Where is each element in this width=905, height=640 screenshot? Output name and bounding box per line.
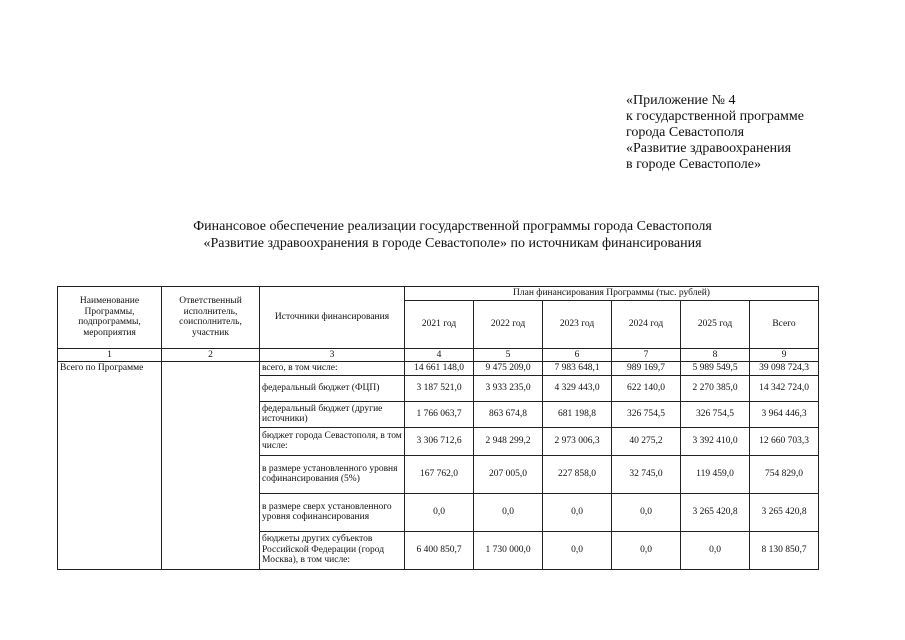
- value-cell: 681 198,8: [543, 401, 612, 427]
- value-cell: 3 306 712,6: [405, 427, 474, 455]
- value-cell: 7 983 648,1: [543, 362, 612, 376]
- program-name-cell: Всего по Программе: [58, 362, 162, 570]
- column-number: 8: [681, 348, 750, 362]
- value-cell: 754 829,0: [750, 455, 819, 493]
- title-line-1: Финансовое обеспечение реализации государственной программы города Севастополя: [193, 219, 712, 234]
- value-cell: 0,0: [405, 493, 474, 531]
- value-cell: 9 475 209,0: [474, 362, 543, 376]
- source-cell: в размере сверх установленного уровня софинансирования: [260, 493, 405, 531]
- appendix-line: города Севастополя: [626, 125, 745, 140]
- value-cell: 39 098 724,3: [750, 362, 819, 376]
- value-cell: 622 140,0: [612, 375, 681, 401]
- appendix-line: в городе Севастополе»: [626, 157, 761, 172]
- value-cell: 989 169,7: [612, 362, 681, 376]
- appendix-line: «Развитие здравоохранения: [626, 141, 792, 156]
- value-cell: 40 275,2: [612, 427, 681, 455]
- value-cell: 3 933 235,0: [474, 375, 543, 401]
- header-executor: Ответственный исполнитель, соисполнитель, участник: [162, 287, 260, 349]
- column-number: 3: [260, 348, 405, 362]
- value-cell: 0,0: [474, 493, 543, 531]
- header-year: 2021 год: [405, 300, 474, 348]
- table-row: [58, 362, 819, 376]
- column-number: 9: [750, 348, 819, 362]
- value-cell: 326 754,5: [681, 401, 750, 427]
- source-cell: бюджет города Севастополя, в том числе:: [260, 427, 405, 455]
- value-cell: 326 754,5: [612, 401, 681, 427]
- value-cell: 0,0: [612, 493, 681, 531]
- value-cell: 119 459,0: [681, 455, 750, 493]
- value-cell: 167 762,0: [405, 455, 474, 493]
- value-cell: 14 342 724,0: [750, 375, 819, 401]
- value-cell: 8 130 850,7: [750, 531, 819, 569]
- header-year: 2025 год: [681, 300, 750, 348]
- document-title: [0, 218, 905, 252]
- column-numbers-row: [58, 348, 819, 362]
- value-cell: 3 265 420,8: [681, 493, 750, 531]
- value-cell: 5 989 549,5: [681, 362, 750, 376]
- header-plan: План финансирования Программы (тыс. рублей): [405, 287, 819, 301]
- value-cell: 3 392 410,0: [681, 427, 750, 455]
- value-cell: 6 400 850,7: [405, 531, 474, 569]
- source-cell: всего, в том числе:: [260, 362, 405, 376]
- header-year: 2022 год: [474, 300, 543, 348]
- column-number: 5: [474, 348, 543, 362]
- value-cell: 14 661 148,0: [405, 362, 474, 376]
- funding-table: [57, 286, 819, 570]
- header-sources: Источники финансирования: [260, 287, 405, 349]
- value-cell: 2 270 385,0: [681, 375, 750, 401]
- value-cell: 2 973 006,3: [543, 427, 612, 455]
- source-cell: федеральный бюджет (другие источники): [260, 401, 405, 427]
- header-year: 2024 год: [612, 300, 681, 348]
- value-cell: 207 005,0: [474, 455, 543, 493]
- appendix-line: «Приложение № 4: [626, 93, 736, 108]
- value-cell: 863 674,8: [474, 401, 543, 427]
- header-total: Всего: [750, 300, 819, 348]
- source-cell: в размере установленного уровня софинансирования (5%): [260, 455, 405, 493]
- title-line-2: «Развитие здравоохранения в городе Севастополе» по источникам финансирования: [203, 236, 702, 251]
- value-cell: 32 745,0: [612, 455, 681, 493]
- source-cell: бюджеты других субъектов Российской Федерации (город Москва), в том числе:: [260, 531, 405, 569]
- value-cell: 3 964 446,3: [750, 401, 819, 427]
- executor-cell: [162, 362, 260, 570]
- value-cell: 12 660 703,3: [750, 427, 819, 455]
- value-cell: 0,0: [543, 493, 612, 531]
- value-cell: 4 329 443,0: [543, 375, 612, 401]
- value-cell: 3 187 521,0: [405, 375, 474, 401]
- source-cell: федеральный бюджет (ФЦП): [260, 375, 405, 401]
- appendix-header: [626, 93, 804, 173]
- value-cell: 0,0: [681, 531, 750, 569]
- value-cell: 2 948 299,2: [474, 427, 543, 455]
- value-cell: 0,0: [543, 531, 612, 569]
- value-cell: 1 766 063,7: [405, 401, 474, 427]
- value-cell: 227 858,0: [543, 455, 612, 493]
- value-cell: 3 265 420,8: [750, 493, 819, 531]
- header-name: Наименование Программы, подпрограммы, мероприятия: [58, 287, 162, 349]
- appendix-line: к государственной программе: [626, 109, 804, 124]
- header-year: 2023 год: [543, 300, 612, 348]
- column-number: 2: [162, 348, 260, 362]
- value-cell: 0,0: [612, 531, 681, 569]
- column-number: 1: [58, 348, 162, 362]
- column-number: 7: [612, 348, 681, 362]
- value-cell: 1 730 000,0: [474, 531, 543, 569]
- column-number: 6: [543, 348, 612, 362]
- column-number: 4: [405, 348, 474, 362]
